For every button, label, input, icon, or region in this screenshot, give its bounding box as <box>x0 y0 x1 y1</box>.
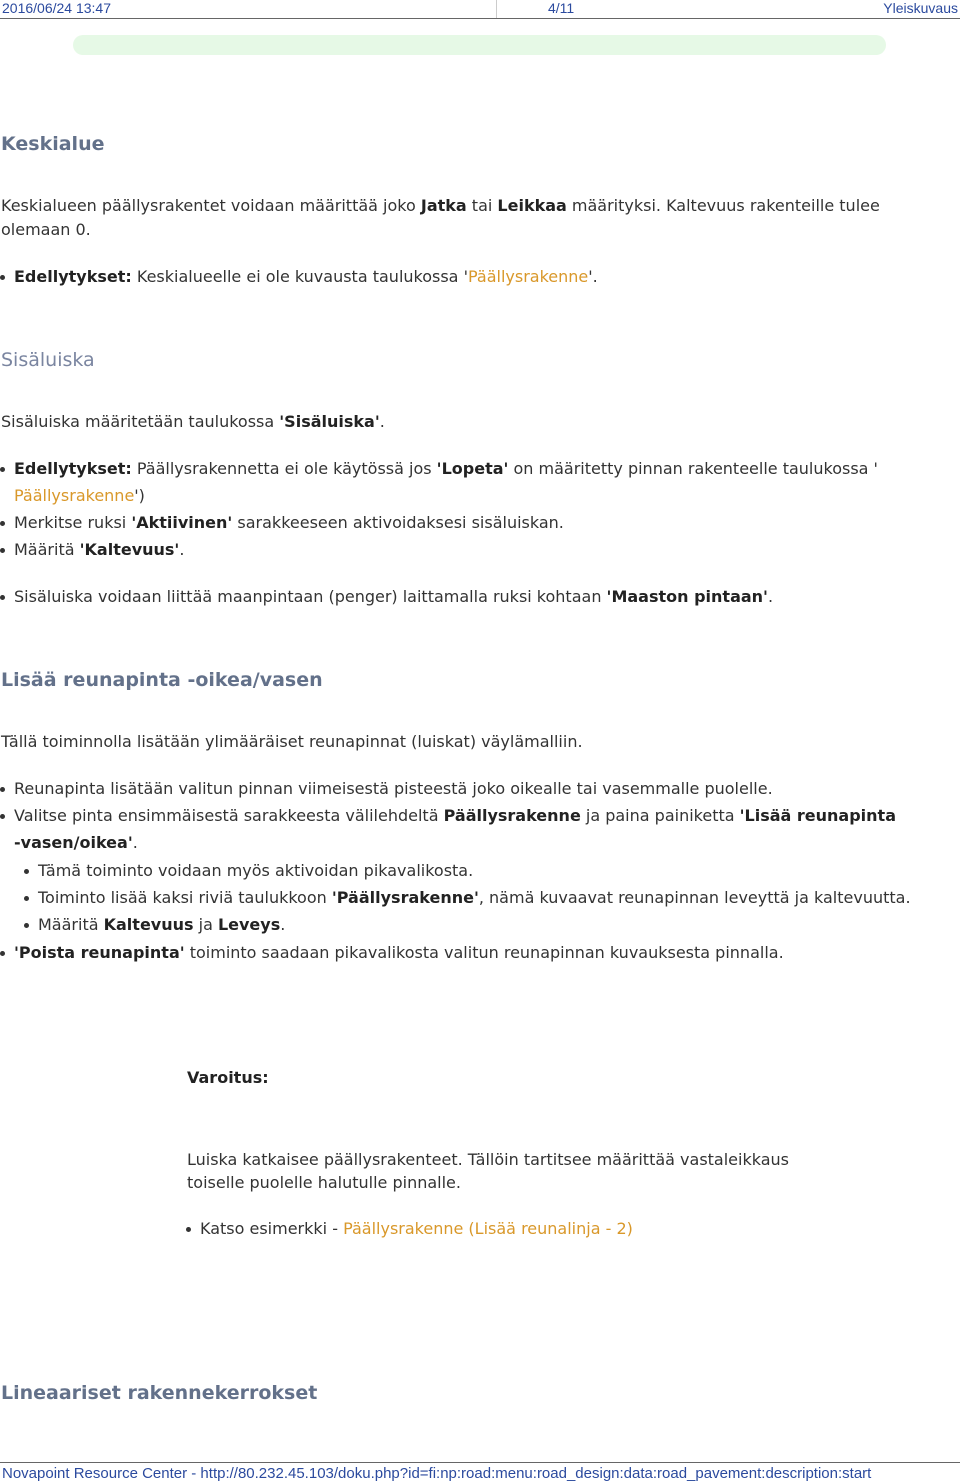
warning-line1: Luiska katkaisee päällysrakenteet. Tällöin tartitsee määrittää vastaleikkaus <box>187 1150 789 1169</box>
warning-line2: toiselle puolelle halutulle pinnalle. <box>187 1173 461 1192</box>
bold-lisaa-reunapinta: 'Lisää reunapinta <box>739 806 896 825</box>
text: Merkitse ruksi <box>14 513 132 532</box>
list-item: Reunapinta lisätään valitun pinnan viimeisestä pisteestä joko oikealle tai vasemmalle puolelle. <box>0 775 896 802</box>
bold-aktiivinen: 'Aktiivinen' <box>131 513 233 532</box>
bold-leikkaa: Leikkaa <box>497 196 567 215</box>
header-divider <box>496 0 497 18</box>
list-item <box>0 455 878 509</box>
bold-sisaluiska: 'Sisäluiska' <box>279 412 380 431</box>
sisaluiska-paragraph <box>1 412 385 431</box>
text: . <box>280 915 286 934</box>
list-item <box>0 509 878 536</box>
footer-url: Novapoint Resource Center - http://80.232.45.103/doku.php?id=fi:np:road:menu:road_design:data:road_pavement:description:start <box>2 1465 872 1482</box>
bold-poista-reunapinta: 'Poista reunapinta' <box>14 943 185 962</box>
sisaluiska-list <box>0 455 878 563</box>
lisaa-list <box>0 775 896 856</box>
heading-keskialue: Keskialue <box>1 133 105 155</box>
page-header <box>0 0 960 19</box>
bold-leveys: Leveys <box>217 915 281 934</box>
text: määrityksi. Kaltevuus rakenteille tulee <box>566 196 880 215</box>
bold-paallysrakenne: 'Päällysrakenne' <box>331 888 479 907</box>
text: . <box>132 833 138 852</box>
text: ja paina painiketta <box>580 806 740 825</box>
bold-maaston-pintaan: 'Maaston pintaan' <box>606 587 768 606</box>
sub-list-item <box>0 884 911 911</box>
page-footer <box>0 1462 960 1484</box>
bold-kaltevuus: 'Kaltevuus' <box>79 540 180 559</box>
text: Keskialueelle ei ole kuvausta taulukossa ' <box>131 267 468 286</box>
text: , nämä kuvaavat reunapinnan leveyttä ja kaltevuutta. <box>478 888 911 907</box>
keskialue-paragraph-line2: olemaan 0. <box>1 220 91 239</box>
text: on määritetty pinnan rakenteelle taulukossa ' <box>508 459 878 478</box>
header-page-number: 4/11 <box>548 0 575 16</box>
text: Katso esimerkki - <box>200 1219 344 1238</box>
list-item <box>0 939 784 966</box>
text: Valitse pinta ensimmäisestä sarakkeesta välilehdeltä <box>14 806 444 825</box>
text: . <box>767 587 774 606</box>
text: toiminto saadaan pikavalikosta valitun reunapinnan kuvauksesta pinnalla. <box>184 943 784 962</box>
heading-sisaluiska: Sisäluiska <box>1 349 95 371</box>
lisaa-paragraph: Tällä toiminnolla lisätään ylimääräiset reunapinnat (luiskat) väylämalliin. <box>1 732 583 751</box>
list-item <box>0 263 598 290</box>
content-band <box>73 35 886 55</box>
text: ja <box>193 915 218 934</box>
header-datetime: 2016/06/24 13:47 <box>2 0 111 16</box>
heading-lisaa-reunapinta: Lisää reunapinta -oikea/vasen <box>1 669 323 691</box>
list-item <box>186 1215 633 1242</box>
sisaluiska-list-2 <box>0 583 773 610</box>
text: Sisäluiska voidaan liittää maanpintaan (penger) laittamalla ruksi kohtaan <box>14 587 607 606</box>
label-edellytykset: Edellytykset: <box>14 267 132 286</box>
bold-vasen-oikea: -vasen/oikea' <box>14 833 133 852</box>
sub-list-item <box>0 911 911 938</box>
text: ') <box>134 486 145 505</box>
bold-jatka: Jatka <box>420 196 467 215</box>
link-paallysrakenne[interactable]: Päällysrakenne <box>14 486 135 505</box>
keskialue-paragraph <box>1 196 880 215</box>
text: Päällysrakennetta ei ole käytössä jos <box>131 459 437 478</box>
bold-lopeta: 'Lopeta' <box>436 459 509 478</box>
text: '. <box>588 267 598 286</box>
heading-lineaariset: Lineaariset rakennekerrokset <box>1 1382 318 1404</box>
list-item <box>0 802 896 856</box>
label-edellytykset: Edellytykset: <box>14 459 132 478</box>
text: sarakkeeseen aktivoidaksesi sisäluiskan. <box>232 513 564 532</box>
list-item <box>0 583 773 610</box>
text: Sisäluiska määritetään taulukossa <box>1 412 280 431</box>
text: Toiminto lisää kaksi riviä taulukkoon <box>38 888 332 907</box>
text: Keskialueen päällysrakentet voidaan määrittää joko <box>1 196 421 215</box>
keskialue-list <box>0 263 598 290</box>
header-section: Yleiskuvaus <box>883 0 958 16</box>
text: . <box>379 412 385 431</box>
text: tai <box>466 196 498 215</box>
bold-kaltevuus: Kaltevuus <box>103 915 194 934</box>
text: Määritä <box>14 540 80 559</box>
text: . <box>179 540 185 559</box>
warning-list <box>186 1215 633 1242</box>
link-paallysrakenne[interactable]: Päällysrakenne <box>467 267 589 286</box>
list-item <box>0 536 878 563</box>
link-example[interactable]: Päällysrakenne (Lisää reunalinja - 2) <box>343 1219 633 1238</box>
warning-title: Varoitus: <box>187 1068 269 1087</box>
lisaa-list-2 <box>0 939 784 966</box>
text: Määritä <box>38 915 104 934</box>
sub-list-item: Tämä toiminto voidaan myös aktivoidan pikavalikosta. <box>0 857 911 884</box>
lisaa-sublist <box>0 857 911 938</box>
bold-paallysrakenne: Päällysrakenne <box>443 806 581 825</box>
